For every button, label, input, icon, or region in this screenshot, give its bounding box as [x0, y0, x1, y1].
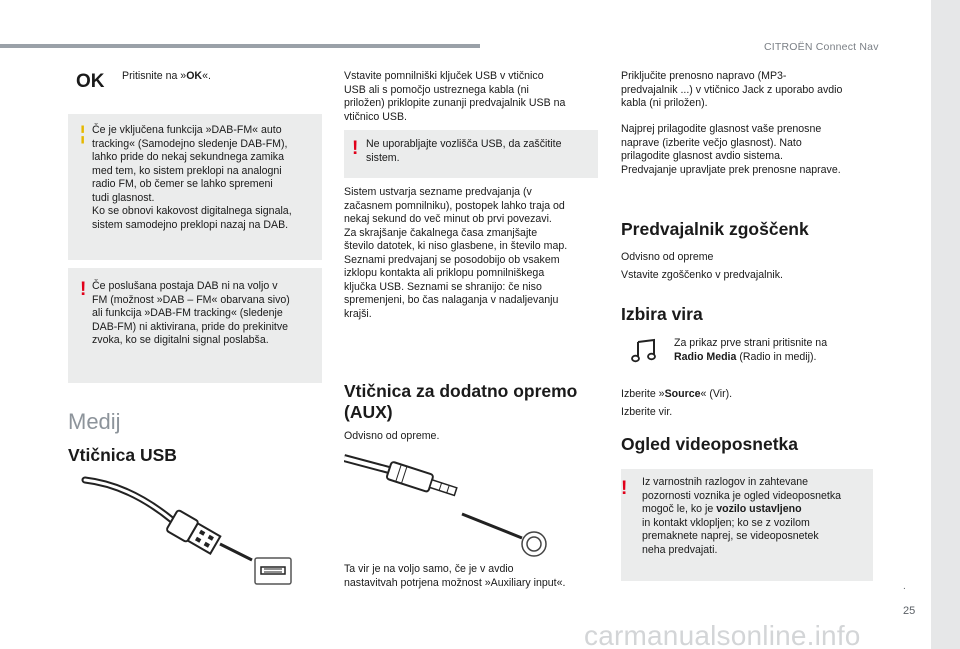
warning-note-box	[68, 268, 322, 383]
watermark: carmanualsonline.info	[584, 620, 861, 649]
ok-instruction: Pritisnite na »OK«.	[122, 70, 211, 82]
cd-availability: Odvisno od opreme	[621, 251, 714, 263]
usb-warning-box	[344, 130, 598, 178]
warning-note-text: Če poslušana postaja DAB ni na voljo v FM (možnost »DAB – FM« obarvana sivo) ali funkcija »DAB-FM tracking« (sledenje DAB-FM) ni aktivirana, pride do prekinitve zvoka, ko se digitalni signal poslabša.	[92, 280, 290, 347]
exclamation-icon: !	[352, 138, 359, 159]
cd-instruction: Vstavite zgoščenko v predvajalnik.	[621, 269, 783, 281]
page-dot: .	[903, 581, 906, 592]
aux-heading: Vtičnica za dodatno opremo (AUX)	[344, 381, 578, 422]
aux-note: Ta vir je na voljo samo, če je v avdio nastavitvah potrjena možnost »Auxiliary input«.	[344, 563, 566, 589]
aux-availability: Odvisno od opreme.	[344, 430, 440, 442]
info-bar-icon: ¦	[80, 123, 86, 144]
audio-jack-icon	[344, 452, 550, 558]
usb-warning-text: Ne uporabljajte vozlišča USB, da zaščitite sistem.	[366, 138, 562, 164]
video-warning-box	[621, 469, 873, 581]
select-source-text: Izberite vir.	[621, 406, 673, 418]
info-note-box	[68, 114, 322, 260]
cd-heading: Predvajalnik zgoščenk	[621, 219, 809, 239]
source-icon-instruction: Za prikaz prve strani pritisnite na Radio Media (Radio in medij).	[674, 337, 828, 363]
side-strip	[931, 0, 960, 649]
connect-paragraph: Priključite prenosno napravo (MP3- predvajalnik ...) v vtičnico Jack z uporabo avdio kabla (ni priložen).	[621, 70, 843, 110]
exclamation-icon: !	[621, 478, 628, 499]
header-rule	[0, 44, 480, 48]
info-note-text: Če je vključena funkcija »DAB-FM« auto tracking« (Samodejno sledenje DAB-FM), lahko pride do nekaj sekundnega zamika med tem, ko sistem preklopi na analogni radio FM, ob čemer se lahko spremeni tudi glasnost. Ko se obnovi kakovost digitalnega signala, sistem samodejno preklopi nazaj na DAB.	[92, 124, 292, 231]
page-number: 25	[903, 605, 916, 617]
playlist-paragraph: Sistem ustvarja sezname predvajanja (v začasnem pomnilniku), postopek lahko traja od nekaj sekund do več minut ob prvi povezavi. Za skrajšanje čakalnega časa zmanjšajte število datotek, ki niso glasbene, in število map. Seznami predvajanj se posodobijo ob vsakem izklopu kontakta ali priklopu pomnilniškega ključka USB. Seznami se shranijo: če niso spremenjeni, bo čas nalaganja v nadaljevanju krajši.	[344, 186, 568, 320]
select-source-instruction: Izberite »Source« (Vir).	[621, 388, 733, 400]
usb-instruction: Vstavite pomnilniški ključek USB v vtičnico USB ali s pomočjo ustreznega kabla (ni priložen) priklopite zunanji predvajalnik USB na vtičnico USB.	[344, 70, 566, 123]
video-warning-text: Iz varnostnih razlogov in zahtevane pozornosti voznika je ogled videoposnetka mogoč le, ko je vozilo ustavljeno in kontakt vklopljen; ko se z vozilom premaknete naprej, se videoposnetek neha predvajati.	[642, 476, 842, 556]
exclamation-icon: !	[80, 279, 87, 300]
video-heading: Ogled videoposnetka	[621, 434, 798, 454]
ok-badge: OK	[76, 71, 105, 92]
music-note-icon	[631, 338, 657, 364]
source-heading: Izbira vira	[621, 304, 703, 324]
usb-plug-icon	[80, 472, 300, 587]
brand-label: CITROËN Connect Nav	[764, 41, 879, 53]
volume-paragraph: Najprej prilagodite glasnost vaše prenosne naprave (izberite večjo glasnost). Nato prilagodite glasnost avdio sistema. Predvajanje upravljate prek prenosne naprave.	[621, 123, 841, 176]
section-title: Medij	[68, 409, 121, 434]
usb-heading: Vtičnica USB	[68, 445, 177, 465]
